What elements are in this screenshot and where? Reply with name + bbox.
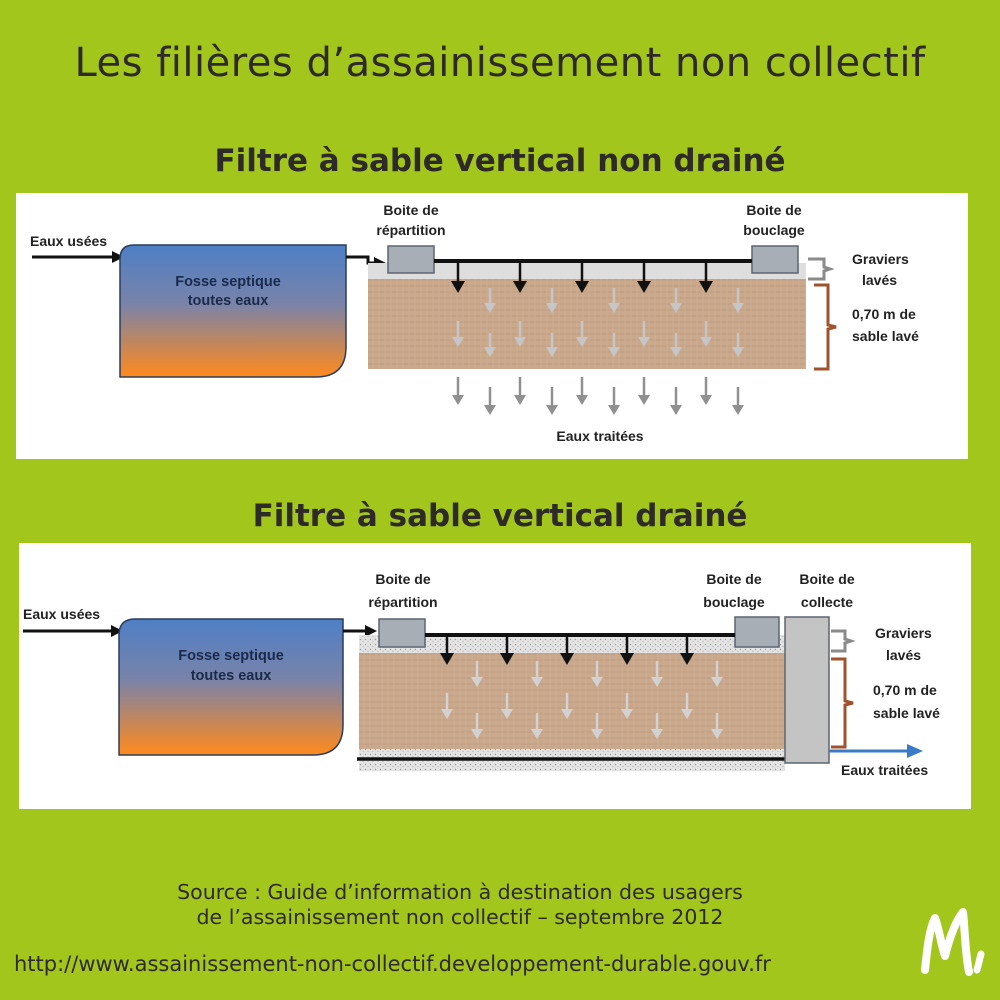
bouclage-label-1: Boite de bbox=[706, 571, 762, 587]
repartition-label-2: répartition bbox=[376, 222, 446, 238]
bouclage-label-2: bouclage bbox=[743, 222, 805, 238]
sand-bracket bbox=[814, 285, 836, 369]
inlet-arrow bbox=[32, 251, 124, 263]
source-line-1: Source : Guide d’information à destination des usagers bbox=[177, 880, 743, 904]
graviers-label-2: lavés bbox=[886, 647, 922, 663]
tank-label-line2: toutes eaux bbox=[187, 293, 269, 309]
sand-layer bbox=[359, 653, 785, 749]
eaux-traitees-label: Eaux traitées bbox=[556, 428, 644, 444]
source-line-2: de l’assainissement non collectif – septembre 2012 bbox=[196, 905, 724, 929]
repartition-label-1: Boite de bbox=[375, 571, 431, 587]
diagram2-title: Filtre à sable vertical drainé bbox=[252, 498, 748, 534]
source-url[interactable]: http://www.assainissement-non-collectif.developpement-durable.gouv.fr bbox=[14, 952, 771, 976]
inlet-arrow bbox=[23, 625, 123, 637]
tank-label-line2: toutes eaux bbox=[190, 668, 272, 684]
sable-label-1: 0,70 m de bbox=[852, 306, 916, 322]
gravel-bracket bbox=[808, 259, 830, 279]
gravel-bracket bbox=[831, 631, 851, 651]
repartition-label-1: Boite de bbox=[383, 202, 439, 218]
collecte-box bbox=[785, 617, 829, 763]
repartition-box bbox=[379, 619, 425, 647]
graviers-label-2: lavés bbox=[862, 272, 898, 288]
bouclage-box bbox=[752, 246, 798, 273]
bouclage-box bbox=[735, 617, 779, 647]
diagram1-svg bbox=[16, 193, 968, 459]
sable-label-1: 0,70 m de bbox=[873, 682, 937, 698]
repartition-label-2: répartition bbox=[368, 594, 438, 610]
sable-label-2: sable lavé bbox=[873, 705, 940, 721]
graviers-label-1: Graviers bbox=[852, 251, 909, 267]
collecte-label-1: Boite de bbox=[799, 571, 855, 587]
sand-bracket bbox=[831, 659, 853, 747]
tank-label-line1: Fosse septique bbox=[175, 274, 281, 290]
repartition-box bbox=[388, 246, 434, 273]
brand-logo-icon bbox=[915, 900, 995, 990]
septic-tank bbox=[120, 245, 346, 377]
septic-tank bbox=[119, 619, 343, 755]
bouclage-label-2: bouclage bbox=[703, 594, 765, 610]
diagram2-panel bbox=[19, 543, 971, 809]
diagram1-panel bbox=[16, 193, 968, 459]
bouclage-label-1: Boite de bbox=[746, 202, 802, 218]
sable-label-2: sable lavé bbox=[852, 328, 919, 344]
tank-label-line1: Fosse septique bbox=[178, 648, 284, 664]
eaux-traitees-label: Eaux traitées bbox=[841, 762, 929, 778]
eaux-usees-label: Eaux usées bbox=[30, 233, 108, 249]
page-title: Les filières d’assainissement non collectif bbox=[74, 40, 926, 86]
diagram1-title: Filtre à sable vertical non drainé bbox=[214, 143, 786, 179]
diagram2-svg bbox=[19, 543, 971, 809]
collecte-label-2: collecte bbox=[800, 594, 854, 610]
sand-layer bbox=[368, 279, 806, 369]
graviers-label-1: Graviers bbox=[875, 625, 932, 641]
infiltration-arrows bbox=[452, 377, 744, 415]
eaux-usees-label: Eaux usées bbox=[23, 606, 101, 622]
